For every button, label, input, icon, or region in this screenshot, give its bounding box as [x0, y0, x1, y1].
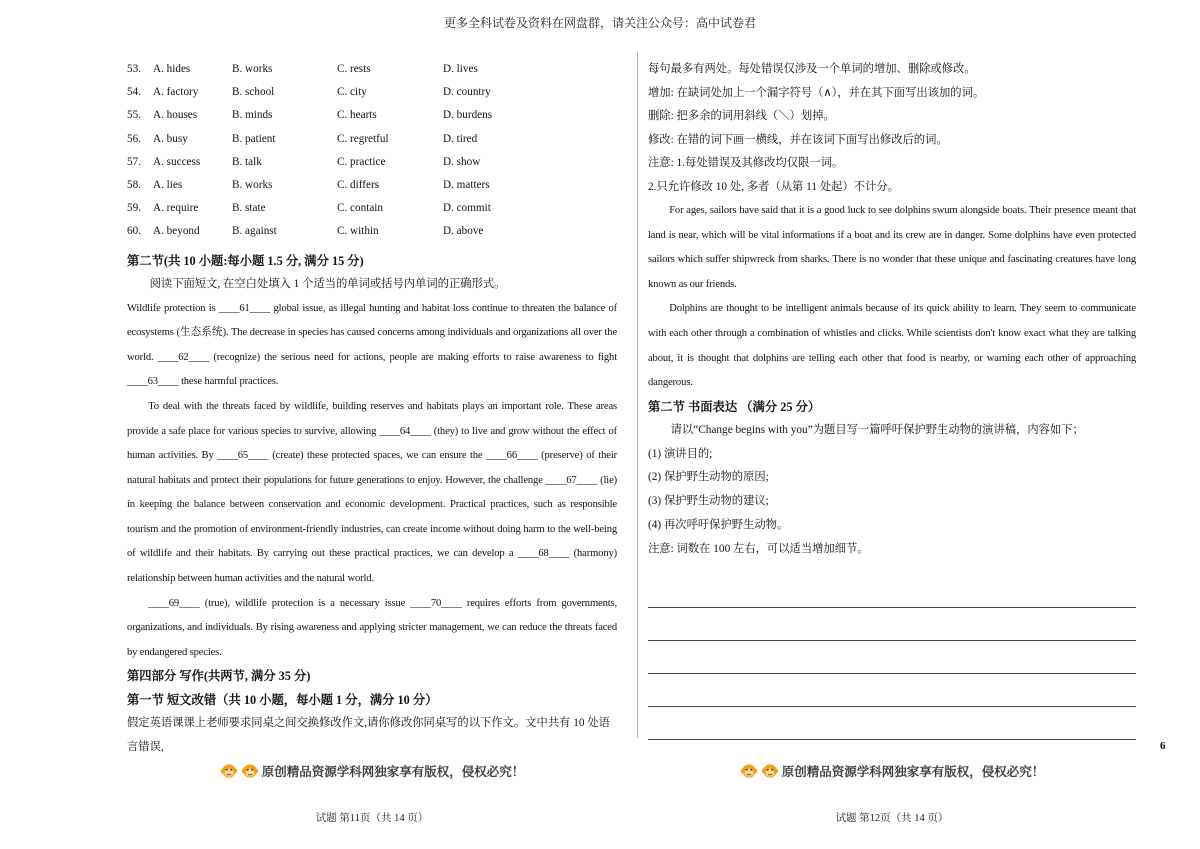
mc-row	[127, 128, 617, 151]
cloze-paragraph: To deal with the threats faced by wildlife, building reserves and habitats plays an important role. These areas provide a safe place for various species to survive, allowing ____64____ (they) to live and grow without the effect of human activities. By ____65____ (create) these protected spaces, we can ensure the ____66____ (preserve) of their natural habitats and protect their populations for future generations to enjoy. However, the challenge ____67____ (lie) in keeping the balance between conservation and economic development. Practical practices, such as responsible tourism and the promotion of environment-friendly industries, can create income without doing harm to the well-being of wildlife and their habitats. By carrying out these practical practices, we can develop a ____68____ (harmony) relationship between human activities and the natural world.	[127, 400, 617, 585]
page-11	[127, 58, 617, 759]
monkey-icon	[241, 763, 259, 779]
correction-rule: 每句最多有两处。每处错误仅涉及一个单词的增加、删除或修改。	[648, 63, 976, 75]
mc-option-b: B. talk	[232, 155, 262, 168]
writing-points	[648, 443, 1136, 538]
mc-option-d: D. tired	[443, 132, 478, 145]
mc-question-number: 56.	[127, 132, 141, 145]
mc-option-a: A. require	[153, 202, 199, 215]
mc-option-d: D. lives	[443, 63, 478, 75]
mc-option-d: D. country	[443, 86, 491, 99]
correction-rule-modify: 修改: 在错的词下画一横线，并在该词下面写出修改后的词。	[648, 133, 948, 146]
mc-option-c: C. rests	[337, 63, 371, 75]
mc-row	[127, 81, 617, 104]
mc-option-d: D. burdens	[443, 109, 493, 122]
correction-rule-add: 增加: 在缺词处加上一个漏字符号（∧），并在其下面写出该加的词。	[648, 86, 985, 99]
mc-row	[127, 151, 617, 174]
mc-option-b: B. minds	[232, 109, 273, 122]
writing-point: (2) 保护野生动物的原因;	[648, 471, 769, 484]
mc-option-d: D. show	[443, 155, 481, 168]
cloze-paragraph: ____69____ (true), wildlife protection is a necessary issue ____70____ requires efforts from governments, organizations, and individuals. By rising awareness and applying stricter management, we can reduce the threats faced by endangered species.	[127, 597, 617, 658]
writing-line	[648, 575, 1136, 608]
mc-option-a: A. beyond	[153, 225, 200, 238]
copyright-text: 原创精品资源学科网独家享有版权，侵权必究！	[781, 765, 1045, 779]
mc-question-number: 57.	[127, 155, 141, 168]
mc-option-d: D. above	[443, 225, 484, 238]
writing-point: (1) 演讲目的;	[648, 447, 713, 460]
copyright-footer	[648, 762, 1136, 780]
mc-question-number: 53.	[127, 63, 141, 75]
essay-paragraph: Dolphins are thought to be intelligent animals because of its quick ability to learn. They seem to communicate with each other through a combination of whistles and clicks. While scientists don't know exact what they are talking about, it is thought that dolphins are telling each other that food is nearby, or warning each other of approaching dangerous.	[648, 303, 1136, 389]
correction-rule-delete: 删除: 把多余的词用斜线（＼）划掉。	[648, 110, 835, 122]
mc-option-b: B. works	[232, 63, 273, 75]
writing-prompt: 请以“Change begins with you”为题目写一篇呼吁保护野生动物的演讲稿，内容如下；	[670, 424, 1084, 437]
page-number-label: 试题 第12页（共 14 页）	[835, 813, 949, 824]
correction-note-1: 注意: 1.每处错误及其修改均仅限一词。	[648, 157, 844, 169]
mc-option-d: D. commit	[443, 202, 491, 215]
mc-option-b: B. against	[232, 225, 277, 238]
mc-option-c: C. differs	[337, 179, 380, 192]
writing-line	[648, 641, 1136, 674]
mc-question-number: 59.	[127, 202, 141, 215]
mc-option-c: C. practice	[337, 155, 386, 168]
mc-question-number: 60.	[127, 225, 141, 238]
mc-option-c: C. regretful	[337, 132, 389, 145]
mc-row	[127, 58, 617, 81]
correction-note-2: 2.只允许修改 10 处, 多者（从第 11 处起）不计分。	[648, 180, 899, 193]
correction-heading: 第一节 短文改错（共 10 小题，每小题 1 分，满分 10 分）	[127, 692, 438, 707]
part4-heading: 第四部分 写作(共两节, 满分 35 分)	[127, 669, 311, 684]
sheet-number: 6	[1160, 740, 1166, 752]
page-number-label: 试题 第11页（共 14 页）	[315, 813, 429, 824]
writing-section-heading: 第二节 书面表达 （满分 25 分）	[648, 399, 821, 414]
mc-option-a: A. factory	[153, 86, 199, 99]
mc-option-a: A. success	[153, 155, 201, 168]
mc-option-a: A. busy	[153, 132, 188, 145]
monkey-icon	[761, 763, 779, 779]
mc-option-c: C. hearts	[337, 109, 377, 122]
mc-option-b: B. works	[232, 179, 273, 192]
word-count-note: 注意: 词数在 100 左右，可以适当增加细节。	[648, 542, 869, 555]
copyright-footer	[127, 762, 617, 780]
correction-intro: 假定英语课课上老师要求同桌之间交换修改作文,请你修改你同桌写的以下作文。文中共有 10 处语言错误,	[127, 717, 610, 753]
section2-heading: 第二节(共 10 小题:每小题 1.5 分, 满分 15 分)	[127, 253, 364, 268]
writing-point: (3) 保护野生动物的建议;	[648, 495, 769, 508]
mc-option-b: B. state	[232, 202, 266, 215]
writing-line	[648, 707, 1136, 740]
mc-row	[127, 220, 617, 243]
mc-row	[127, 104, 617, 127]
mc-option-c: C. within	[337, 225, 379, 238]
writing-point: (4) 再次呼吁保护野生动物。	[648, 519, 789, 532]
section2-intro: 阅读下面短文, 在空白处填入 1 个适当的单词或括号内单词的正确形式。	[149, 278, 506, 291]
monkey-icon	[740, 763, 758, 779]
copyright-text: 原创精品资源学科网独家享有版权，侵权必究！	[261, 765, 525, 779]
mc-option-b: B. school	[232, 86, 275, 99]
mc-row	[127, 174, 617, 197]
mc-option-c: C. contain	[337, 202, 383, 215]
mc-option-a: A. houses	[153, 109, 198, 122]
mc-option-a: A. lies	[153, 179, 183, 192]
mc-options-block	[127, 58, 617, 244]
mc-question-number: 55.	[127, 109, 141, 122]
mc-option-d: D. matters	[443, 179, 490, 192]
mc-option-a: A. hides	[153, 63, 191, 75]
essay-paragraph: For ages, sailors have said that it is a good luck to see dolphins swum alongside boats. Their presence meant that land is near, which will be vital informations if a boat and its crew are in danger. Some dolphins have even protected sailors which suffer shipwreck from sharks. There is no wonder that these unique and fascinating creatures have long known as our friends.	[648, 205, 1136, 290]
header-notice: 更多全科试卷及资料在网盘群，请关注公众号：高中试卷君	[443, 16, 756, 30]
writing-line	[648, 608, 1136, 641]
mc-option-b: B. patient	[232, 132, 276, 145]
mc-question-number: 54.	[127, 86, 141, 99]
page-12	[648, 58, 1136, 740]
cloze-paragraph: Wildlife protection is ____61____ global issue, as illegal hunting and habitat loss continue to threaten the balance of ecosystems (生态系统). The decrease in species has caused concerns among individuals and organizations all over the world. ____62____ (recognize) the serious need for actions, people are making efforts to raise awareness to fight ____63____ these harmful practices.	[127, 302, 617, 388]
mc-row	[127, 197, 617, 220]
mc-option-c: C. city	[337, 86, 367, 99]
writing-line	[648, 674, 1136, 707]
mc-question-number: 58.	[127, 179, 141, 192]
answer-lines	[648, 575, 1136, 740]
page-divider	[637, 52, 638, 738]
monkey-icon	[220, 763, 238, 779]
